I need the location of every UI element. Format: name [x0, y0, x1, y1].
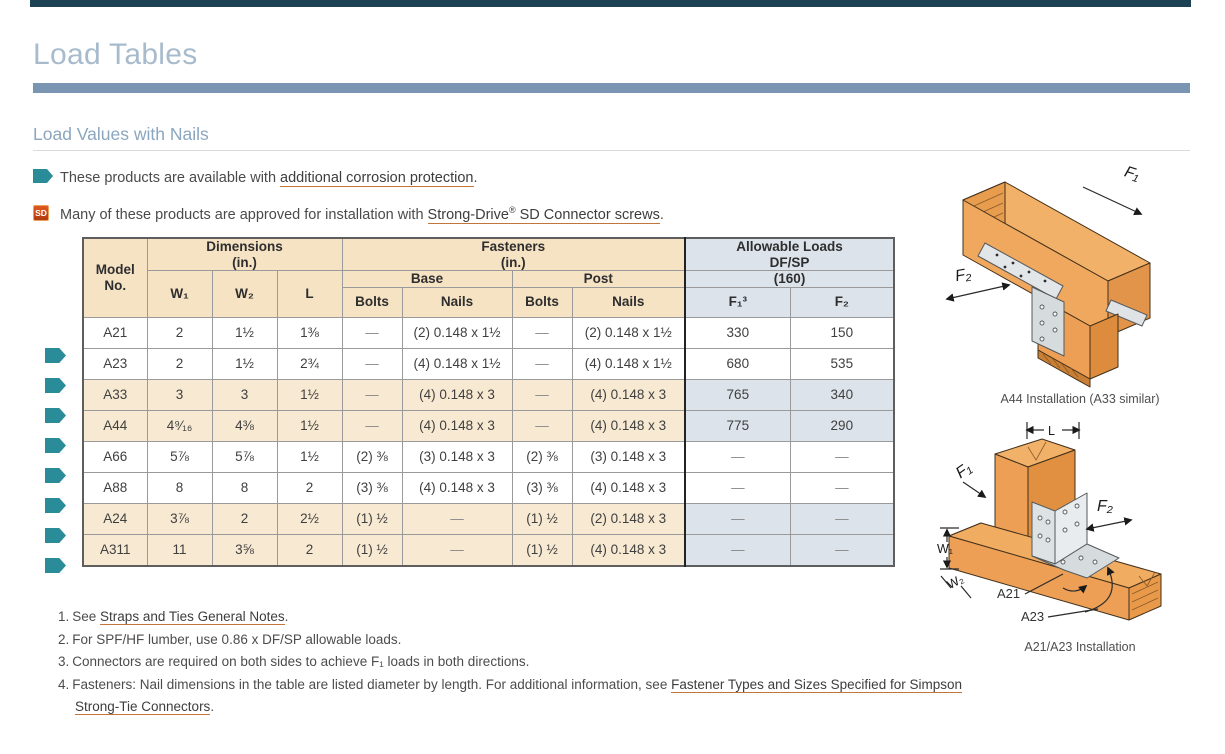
cell-f2: — — [790, 534, 894, 566]
table-row — [83, 503, 894, 534]
top-rule-bar — [30, 0, 1191, 7]
f2-arrow — [1087, 520, 1131, 529]
cell-f2: — — [790, 472, 894, 503]
cell-w2: 1½ — [212, 317, 277, 348]
cell-w2: 8 — [212, 472, 277, 503]
col-header-f1: F₁³ — [685, 287, 790, 317]
col-group-dimensions: Dimensions (in.) — [147, 238, 342, 271]
cell-base_nails: — — [402, 503, 512, 534]
corrosion-protection-link[interactable]: additional corrosion protection — [280, 169, 474, 186]
cell-post_bolts: (3) ⅜ — [512, 472, 572, 503]
col-header-w1: W₁ — [147, 271, 212, 318]
cell-model: A33 — [83, 379, 147, 410]
cell-base_nails: (4) 0.148 x 3 — [402, 410, 512, 441]
cell-post_nails: (4) 0.148 x 3 — [572, 379, 685, 410]
col-header-model: Model No. — [83, 238, 147, 317]
cell-post_bolts: — — [512, 317, 572, 348]
cell-post_bolts: — — [512, 410, 572, 441]
cell-l: 2 — [277, 472, 342, 503]
section-divider — [33, 150, 1190, 151]
cell-base_nails: (4) 0.148 x 3 — [402, 379, 512, 410]
cell-base_bolts: (3) ⅜ — [342, 472, 402, 503]
cell-base_bolts: — — [342, 317, 402, 348]
cell-l: 1½ — [277, 410, 342, 441]
cell-base_bolts: — — [342, 410, 402, 441]
row-marker-arrow-icon — [45, 468, 66, 483]
notice-text: Many of these products are approved for installation with — [60, 206, 428, 223]
footnotes — [58, 606, 970, 719]
col-header-base-nails: Nails — [402, 287, 512, 317]
cell-w1: 3 — [147, 379, 212, 410]
cell-w2: 5⅞ — [212, 441, 277, 472]
cell-l: 2 — [277, 534, 342, 566]
row-marker-arrow-icon — [45, 528, 66, 543]
cell-model: A66 — [83, 441, 147, 472]
a44-installation-figure — [935, 160, 1225, 392]
cell-base_bolts: (1) ½ — [342, 534, 402, 566]
table-row — [83, 379, 894, 410]
cell-f2: — — [790, 503, 894, 534]
footnote-4: 4. Fasteners: Nail dimensions in the table are listed diameter by length. For additional information, see Fastener Types and Sizes Specified for Simpson Strong-Tie Connectors. — [58, 676, 962, 714]
cell-base_bolts: (1) ½ — [342, 503, 402, 534]
f2-arrow — [947, 285, 1009, 299]
cell-base_nails: (4) 0.148 x 3 — [402, 472, 512, 503]
cell-post_bolts: — — [512, 348, 572, 379]
cell-base_nails: (2) 0.148 x 1½ — [402, 317, 512, 348]
col-group-base: Base — [342, 271, 512, 288]
cell-w2: 4⅜ — [212, 410, 277, 441]
col-header-l: L — [277, 271, 342, 318]
load-values-table — [82, 237, 895, 567]
sd-badge-icon: SD — [33, 205, 49, 221]
cell-f2: 340 — [790, 379, 894, 410]
cell-post_nails: (2) 0.148 x 3 — [572, 503, 685, 534]
col-header-w2: W₂ — [212, 271, 277, 318]
cell-w2: 3 — [212, 379, 277, 410]
post-side-face — [1090, 314, 1118, 379]
cell-w1: 2 — [147, 317, 212, 348]
footnote-3: 3. Connectors are required on both sides to achieve F₁ loads in both directions. — [58, 654, 530, 669]
cell-model: A44 — [83, 410, 147, 441]
title-rule — [33, 83, 1190, 93]
f2-label: F₂ — [953, 265, 973, 286]
corrosion-notice: These products are available with additional corrosion protection. — [60, 169, 478, 186]
a21-label: A21 — [997, 586, 1021, 601]
col-group-allowable-loads: Allowable Loads DF/SP — [685, 238, 894, 271]
cell-l: 2½ — [277, 503, 342, 534]
row-marker-arrow-icon — [45, 558, 66, 573]
cell-base_bolts: (2) ⅜ — [342, 441, 402, 472]
row-marker-arrow-icon — [45, 408, 66, 423]
sd-screws-notice: Many of these products are approved for installation with Strong-Drive® SD Connector screws. — [60, 205, 664, 223]
fastener-types-link[interactable]: Fastener Types and Sizes Specified for Simpson Strong-Tie Connectors — [75, 676, 962, 714]
a21-a23-installation-figure — [935, 416, 1225, 636]
col-group-post: Post — [512, 271, 685, 288]
cell-l: 1⅜ — [277, 317, 342, 348]
cell-w1: 2 — [147, 348, 212, 379]
cell-f1: — — [685, 441, 790, 472]
cell-f2: 535 — [790, 348, 894, 379]
cell-post_bolts: — — [512, 379, 572, 410]
cell-post_bolts: (1) ½ — [512, 534, 572, 566]
cell-l: 1½ — [277, 441, 342, 472]
cell-post_nails: (4) 0.148 x 3 — [572, 534, 685, 566]
cell-model: A21 — [83, 317, 147, 348]
cell-model: A88 — [83, 472, 147, 503]
f1-label: F₁ — [1122, 163, 1142, 185]
strong-drive-link[interactable]: Strong-Drive® SD Connector screws — [427, 205, 660, 223]
cell-post_nails: (4) 0.148 x 3 — [572, 472, 685, 503]
cell-f2: — — [790, 441, 894, 472]
col-header-load-rating: (160) — [685, 271, 894, 288]
a23-label: A23 — [1021, 609, 1045, 624]
row-marker-arrow-icon — [45, 498, 66, 513]
cell-w1: 8 — [147, 472, 212, 503]
cell-w2: 3⅝ — [212, 534, 277, 566]
corrosion-flag-icon — [33, 169, 53, 183]
table-row — [83, 534, 894, 566]
cell-f1: — — [685, 503, 790, 534]
cell-f1: 775 — [685, 410, 790, 441]
cell-model: A23 — [83, 348, 147, 379]
cell-post_bolts: (2) ⅜ — [512, 441, 572, 472]
cell-f1: 765 — [685, 379, 790, 410]
cell-post_nails: (4) 0.148 x 1½ — [572, 348, 685, 379]
cell-base_bolts: — — [342, 379, 402, 410]
row-marker-arrow-icon — [45, 438, 66, 453]
cell-w2: 1½ — [212, 348, 277, 379]
col-header-post-bolts: Bolts — [512, 287, 572, 317]
cell-w1: 11 — [147, 534, 212, 566]
cell-w1: 5⅞ — [147, 441, 212, 472]
w2-dim-label: W₂ — [944, 571, 966, 592]
cell-f2: 290 — [790, 410, 894, 441]
f2-label: F₂ — [1097, 498, 1113, 515]
row-marker-arrow-icon — [45, 378, 66, 393]
col-header-post-nails: Nails — [572, 287, 685, 317]
footnote-2: 2. For SPF/HF lumber, use 0.86 x DF/SP allowable loads. — [58, 631, 402, 647]
cell-post_nails: (2) 0.148 x 1½ — [572, 317, 685, 348]
cell-model: A311 — [83, 534, 147, 566]
w1-dim-label: W₁ — [937, 542, 954, 556]
general-notes-link[interactable]: Straps and Ties General Notes — [100, 609, 285, 624]
col-header-f2: F₂ — [790, 287, 894, 317]
f1-arrow — [963, 482, 985, 497]
section-title: Load Values with Nails — [33, 124, 209, 144]
col-header-base-bolts: Bolts — [342, 287, 402, 317]
cell-f1: 330 — [685, 317, 790, 348]
l-dim-label: L — [1048, 424, 1055, 438]
table-row — [83, 348, 894, 379]
col-group-fasteners: Fasteners (in.) — [342, 238, 685, 271]
cell-f1: 680 — [685, 348, 790, 379]
a44-figure-caption: A44 Installation (A33 similar) — [1000, 392, 1160, 406]
cell-w1: 4⁹⁄₁₆ — [147, 410, 212, 441]
a21-a23-figure-caption: A21/A23 Installation — [1024, 640, 1136, 654]
cell-post_bolts: (1) ½ — [512, 503, 572, 534]
cell-w1: 3⅞ — [147, 503, 212, 534]
f1-arrow — [1083, 187, 1141, 214]
table-row — [83, 441, 894, 472]
cell-base_nails: (4) 0.148 x 1½ — [402, 348, 512, 379]
notice-text: These products are available with — [60, 169, 281, 186]
table-row — [83, 317, 894, 348]
connector-front-leg — [1032, 502, 1055, 564]
f1-label: F₁ — [952, 459, 975, 482]
cell-post_nails: (3) 0.148 x 3 — [572, 441, 685, 472]
row-marker-arrow-icon — [45, 348, 66, 363]
cell-l: 1½ — [277, 379, 342, 410]
cell-base_bolts: — — [342, 348, 402, 379]
cell-model: A24 — [83, 503, 147, 534]
cell-base_nails: (3) 0.148 x 3 — [402, 441, 512, 472]
cell-post_nails: (4) 0.148 x 3 — [572, 410, 685, 441]
footnote-1: 1. See Straps and Ties General Notes. — [58, 609, 289, 624]
cell-f1: — — [685, 534, 790, 566]
cell-f2: 150 — [790, 317, 894, 348]
cell-f1: — — [685, 472, 790, 503]
cell-w2: 2 — [212, 503, 277, 534]
cell-l: 2¾ — [277, 348, 342, 379]
table-row — [83, 472, 894, 503]
table-row — [83, 410, 894, 441]
page-title: Load Tables — [33, 38, 198, 71]
cell-base_nails: — — [402, 534, 512, 566]
